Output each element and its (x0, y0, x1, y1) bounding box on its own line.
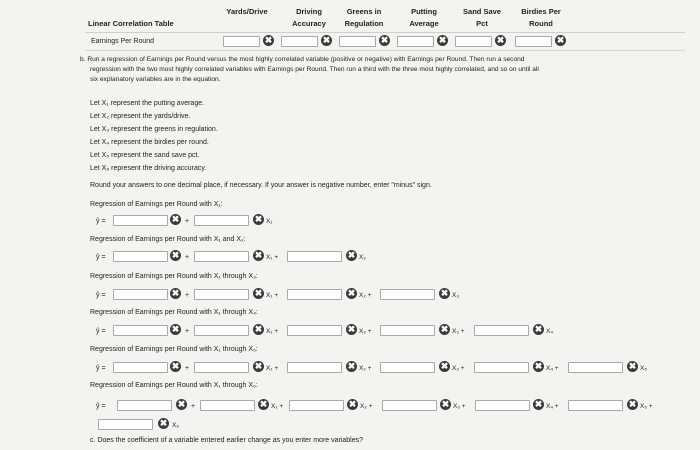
incorrect-icon: ✖ (171, 214, 180, 224)
corr-input-driving-accuracy[interactable] (281, 36, 318, 47)
definition-x4: Let X₄ represent the birdies per round. (90, 139, 209, 146)
incorrect-icon: ✖ (438, 35, 447, 45)
var-x1-plus: X₁ + (271, 403, 284, 410)
incorrect-icon: ✖ (441, 399, 450, 409)
var-x1-plus: X₁ + (266, 292, 279, 299)
col-header-sand-save (451, 6, 513, 30)
col-header-line2: Pct (476, 19, 488, 28)
corr-input-birdies-round[interactable] (515, 36, 552, 47)
plus-sign: + (185, 292, 190, 299)
reg5-intercept-input[interactable] (113, 362, 168, 373)
reg6-intercept-input[interactable] (117, 400, 172, 411)
part-b-intro-line1: b. Run a regression of Earnings per Round versus the most highly correlated variable (positive or negative) with Earnings per Round. Then run a second (80, 56, 525, 63)
reg5-coef-x4-input[interactable] (474, 362, 529, 373)
reg5-coef-x3-input[interactable] (380, 362, 435, 373)
col-header-greens-regulation (333, 6, 395, 30)
plus-sign: + (185, 328, 190, 335)
incorrect-icon: ✖ (171, 250, 180, 260)
col-header-line1: Birdies Per (521, 7, 561, 16)
regression-1-label: Regression of Earnings per Round with X₁: (90, 201, 223, 208)
var-x5: X₅ (640, 365, 647, 372)
rounding-note: Round your answers to one decimal place, if necessary. If your answer is negative number, enter "minus" sign. (90, 182, 432, 189)
part-b-intro-line2: regression with the two most highly correlated variables with Earnings per Round. Then run a third with the three most highly correlated, and so on until all (90, 66, 539, 73)
corr-input-putting-average[interactable] (397, 36, 434, 47)
reg6-coef-x5-input[interactable] (568, 400, 623, 411)
reg1-coef-x1-input[interactable] (194, 215, 249, 226)
col-header-driving-accuracy (278, 6, 340, 30)
yhat-label: ŷ = (96, 328, 106, 335)
col-header-line2: Regulation (344, 19, 384, 28)
plus-sign: + (191, 403, 196, 410)
var-x4-plus: X₄ + (546, 365, 559, 372)
incorrect-icon: ✖ (440, 288, 449, 298)
reg6-coef-x3-input[interactable] (382, 400, 437, 411)
var-x4: X₄ (546, 328, 553, 335)
plus-sign: + (185, 254, 190, 261)
var-x3-plus: X₃ + (452, 365, 465, 372)
var-x6: X₆ (172, 422, 179, 429)
yhat-label: ŷ = (96, 254, 106, 261)
var-x3-plus: X₃ + (452, 328, 465, 335)
incorrect-icon: ✖ (347, 324, 356, 334)
corr-input-sand-save[interactable] (455, 36, 492, 47)
col-header-line2: Average (409, 19, 439, 28)
incorrect-icon: ✖ (628, 361, 637, 371)
incorrect-icon: ✖ (534, 361, 543, 371)
col-header-line2: Yards/Drive (226, 7, 268, 16)
var-x3: X₃ (452, 292, 459, 299)
regression-3-label: Regression of Earnings per Round with X₁ through X₃: (90, 273, 258, 280)
yhat-label: ŷ = (96, 403, 106, 410)
incorrect-icon: ✖ (254, 324, 263, 334)
var-x3-plus: X₃ + (453, 403, 466, 410)
reg3-intercept-input[interactable] (113, 289, 168, 300)
incorrect-icon: ✖ (171, 288, 180, 298)
definition-x6: Let X₆ represent the driving accuracy. (90, 165, 207, 172)
section-divider (85, 50, 685, 51)
incorrect-icon: ✖ (628, 399, 637, 409)
incorrect-icon: ✖ (496, 35, 505, 45)
incorrect-icon: ✖ (264, 35, 273, 45)
reg2-coef-x1-input[interactable] (194, 251, 249, 262)
incorrect-icon: ✖ (347, 361, 356, 371)
var-x5-plus: X₅ + (640, 403, 653, 410)
incorrect-icon: ✖ (177, 399, 186, 409)
reg4-coef-x4-input[interactable] (474, 325, 529, 336)
var-x2-plus: X₂ + (359, 328, 372, 335)
incorrect-icon: ✖ (556, 35, 565, 45)
reg2-intercept-input[interactable] (113, 251, 168, 262)
reg4-coef-x1-input[interactable] (194, 325, 249, 336)
reg4-coef-x3-input[interactable] (380, 325, 435, 336)
regression-6-label: Regression of Earnings per Round with X₁ through X₆: (90, 382, 258, 389)
yhat-label: ŷ = (96, 365, 106, 372)
regression-4-label: Regression of Earnings per Round with X₁ through X₄: (90, 309, 258, 316)
col-header-line1: Sand Save (463, 7, 501, 16)
reg4-coef-x2-input[interactable] (287, 325, 342, 336)
regression-2-label: Regression of Earnings per Round with X₁ and X₂: (90, 236, 246, 243)
incorrect-icon: ✖ (347, 250, 356, 260)
incorrect-icon: ✖ (534, 399, 543, 409)
col-header-line1: Greens in (346, 7, 382, 16)
reg3-coef-x3-input[interactable] (380, 289, 435, 300)
definition-x1: Let X₁ represent the putting average. (90, 100, 205, 107)
incorrect-icon: ✖ (254, 250, 263, 260)
yhat-label: ŷ = (96, 218, 106, 225)
table-divider (85, 32, 685, 33)
incorrect-icon: ✖ (254, 288, 263, 298)
reg2-coef-x2-input[interactable] (287, 251, 342, 262)
definition-x2: Let X₂ represent the yards/drive. (90, 113, 191, 120)
incorrect-icon: ✖ (254, 361, 263, 371)
part-b-intro-line3: six explanatory variables are in the equation. (90, 76, 221, 83)
definition-x5: Let X₅ represent the sand save pct. (90, 152, 200, 159)
reg3-coef-x2-input[interactable] (287, 289, 342, 300)
definition-x3: Let X₃ represent the greens in regulation. (90, 126, 218, 133)
col-header-line1: Driving (296, 7, 322, 16)
incorrect-icon: ✖ (322, 35, 331, 45)
incorrect-icon: ✖ (380, 35, 389, 45)
var-x1: X₁ (266, 218, 273, 225)
col-header-putting-average (393, 6, 455, 30)
table-row-label: Earnings Per Round (91, 38, 155, 45)
col-header-line1: Putting (411, 7, 437, 16)
incorrect-icon: ✖ (440, 324, 449, 334)
incorrect-icon: ✖ (348, 399, 357, 409)
var-x4-plus: X₄ + (546, 403, 559, 410)
reg4-intercept-input[interactable] (113, 325, 168, 336)
table-title: Linear Correlation Table (88, 19, 174, 28)
col-header-line2: Accuracy (292, 19, 326, 28)
var-x2-plus: X₂ + (359, 292, 372, 299)
reg6-coef-x2-input[interactable] (289, 400, 344, 411)
col-header-yards-drive (212, 6, 282, 18)
reg3-coef-x1-input[interactable] (194, 289, 249, 300)
regression-5-label: Regression of Earnings per Round with X₁ through X₅: (90, 346, 258, 353)
reg6-coef-x1-input[interactable] (200, 400, 255, 411)
yhat-label: ŷ = (96, 292, 106, 299)
part-c-question: c. Does the coefficient of a variable entered earlier change as you enter more variables? (90, 437, 364, 444)
incorrect-icon: ✖ (254, 214, 263, 224)
corr-input-greens-regulation[interactable] (339, 36, 376, 47)
corr-input-yards-drive[interactable] (223, 36, 260, 47)
var-x1-plus: X₁ + (266, 254, 279, 261)
incorrect-icon: ✖ (171, 324, 180, 334)
plus-sign: + (185, 218, 190, 225)
plus-sign: + (185, 365, 190, 372)
incorrect-icon: ✖ (440, 361, 449, 371)
reg1-intercept-input[interactable] (113, 215, 168, 226)
reg6-coef-x4-input[interactable] (475, 400, 530, 411)
incorrect-icon: ✖ (171, 361, 180, 371)
col-header-birdies-round (508, 6, 574, 30)
incorrect-icon: ✖ (159, 418, 168, 428)
col-header-line2: Round (529, 19, 553, 28)
reg5-coef-x2-input[interactable] (287, 362, 342, 373)
reg5-coef-x1-input[interactable] (194, 362, 249, 373)
var-x1-plus: X₁ + (266, 328, 279, 335)
incorrect-icon: ✖ (534, 324, 543, 334)
var-x2-plus: X₂ + (360, 403, 373, 410)
reg6-coef-x6-input[interactable] (98, 419, 153, 430)
var-x2: X₂ (359, 254, 366, 261)
reg5-coef-x5-input[interactable] (568, 362, 623, 373)
incorrect-icon: ✖ (347, 288, 356, 298)
var-x2-plus: X₂ + (359, 365, 372, 372)
incorrect-icon: ✖ (259, 399, 268, 409)
var-x1-plus: X₁ + (266, 365, 279, 372)
